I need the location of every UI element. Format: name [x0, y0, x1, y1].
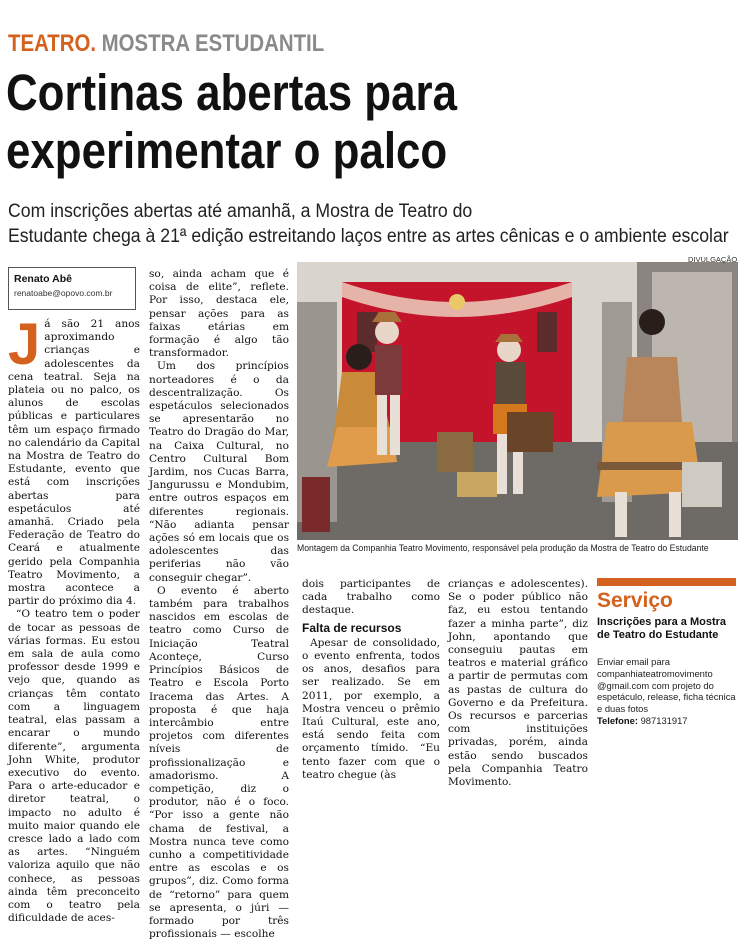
servico-body [597, 656, 739, 727]
paragraph: so, ainda acham que é coisa de elite”, reflete. Por isso, destaca ele, pensar ações para as faixas etárias em formação é algo tão transformador. [149, 268, 289, 360]
subhead [8, 199, 729, 249]
subhead-line-2: Estudante chega à 21ª edição estreitando laços entre as artes cênicas e o ambiente escolar [8, 226, 729, 247]
stage-photo [297, 262, 738, 540]
subhead-line-1: Com inscrições abertas até amanhã, a Mostra de Teatro do [8, 201, 473, 222]
servico-accent-bar [597, 578, 736, 586]
phone-label: Telefone: [597, 714, 638, 726]
topic-label: MOSTRA ESTUDANTIL [101, 30, 325, 57]
article-column-4 [448, 578, 588, 789]
headline [6, 64, 457, 180]
article-column-1 [8, 312, 140, 925]
photo-caption: Montagem da Companhia Teatro Movimento, responsável pela produção da Mostra de Teatro do Estudante [297, 543, 709, 553]
paragraph: O evento é aberto também para trabalhos nascidos em escolas de teatro como Curso de Iniciação Teatral Aconteçe, Curso Princípios Básicos de Teatro e Escola Porto Iracema das Artes. A proposta é que haja intercâmbio entre projetos com diferentes níveis de profissionalização e amadorismo. A competição, diz o produtor, não é o foco. “Por isso a gente não chama de festival, a Mostra nunca teve como cunho a competitividade entre as escolas e os grupos”, diz. Como forma de “retorno” para quem se apresenta, o júri — formado por três profissionais — escolhe [149, 584, 289, 941]
servico-heading: Inscrições para a Mostra de Teatro do Estudante [597, 616, 727, 641]
phone-number[interactable]: 987131917 [640, 714, 688, 726]
paragraph: Apesar de consolidado, o evento enfrenta, todos os anos, desafios para ser realizado. Se em 2011, por exemplo, a Mostra venceu o prêmio Itaú Cultural, este ano, está sendo feita com orçamento tímido. “Eu tento fazer com que o teatro chegue (às [302, 636, 440, 781]
paragraph: Um dos princípios norteadores é o da descentralização. Os espetáculos selecionados se apresentarão no Teatro do Dragão do Mar, na Caixa Cultural, no Centro Cultural Bom Jardim, nos Cucas Barra, Jangurussu e Mondubim, entre outros espaços em diferentes regionais. “Não adianta pensar ações só em locais que os adolescentes das periferias não vão conseguir chegar”. [149, 360, 289, 584]
paragraph: á são 21 anos aproximando crianças e adolescentes da cena teatral. Seja na plateia ou no palco, os alunos de escolas públicas e particulares têm um espaço firmado no calendário da Capital na Mostra de Teatro do Estudante, evento que está com inscrições abertas para espetáculos até amanhã. Criado pela Federação de Teatro do Ceará e atualmente gerido pela Companhia Teatro Movimento, a mostra acontece a partir do próximo dia 4. [8, 318, 140, 608]
servico-title: Serviço [597, 589, 673, 612]
paragraph: crianças e adolescentes). Se o poder público não faz, eu estou tentando fazer a minha parte”, diz John, apontando que conseguiu pautas em teatros e material gráfico a partir de permutas com as pastas de cultura do Governo e da Prefeitura. Os recursos e parcerias com instituições privadas, porém, ainda estão sendo buscados pela Companhia Teatro Movimento. [448, 578, 588, 789]
drop-cap: J [8, 312, 41, 377]
subsection-title: Falta de recursos [302, 620, 402, 635]
article-column-2 [149, 268, 289, 941]
article-column-3 [302, 578, 440, 782]
photo-credit: DIVULGAÇÃO [688, 255, 738, 264]
headline-line-1: Cortinas abertas para [6, 64, 457, 121]
byline-email[interactable]: renatoabe@opovo.com.br [14, 288, 113, 298]
photo-illustration [297, 262, 738, 540]
servico-instructions: Enviar email para companhiateatromovimento @gmail.com com projeto do espetáculo, release, ficha técnica e duas fotos [597, 656, 736, 715]
section-kicker [8, 30, 324, 58]
section-label: TEATRO. [8, 30, 97, 57]
byline-name: Renato Abê [14, 273, 72, 285]
paragraph: dois participantes de cada trabalho como destaque. [302, 578, 440, 617]
paragraph: “O teatro tem o poder de tocar as pessoas de várias formas. Eu estou em sala de aula como professor desde 1999 e vejo que, quando as crianças têm contato com a linguagem teatral, elas passam a encarar o mundo diferente”, argumenta John White, produtor executivo do evento. Para o arte-educador e diretor teatral, o impacto no adulto é muito maior quando ele cresce lado a lado com as artes. “Ninguém valoriza aquilo que não conhece, as pessoas ainda têm preconceito com o teatro pela dificuldade de aces- [8, 608, 140, 925]
headline-line-2: experimentar o palco [6, 122, 448, 179]
